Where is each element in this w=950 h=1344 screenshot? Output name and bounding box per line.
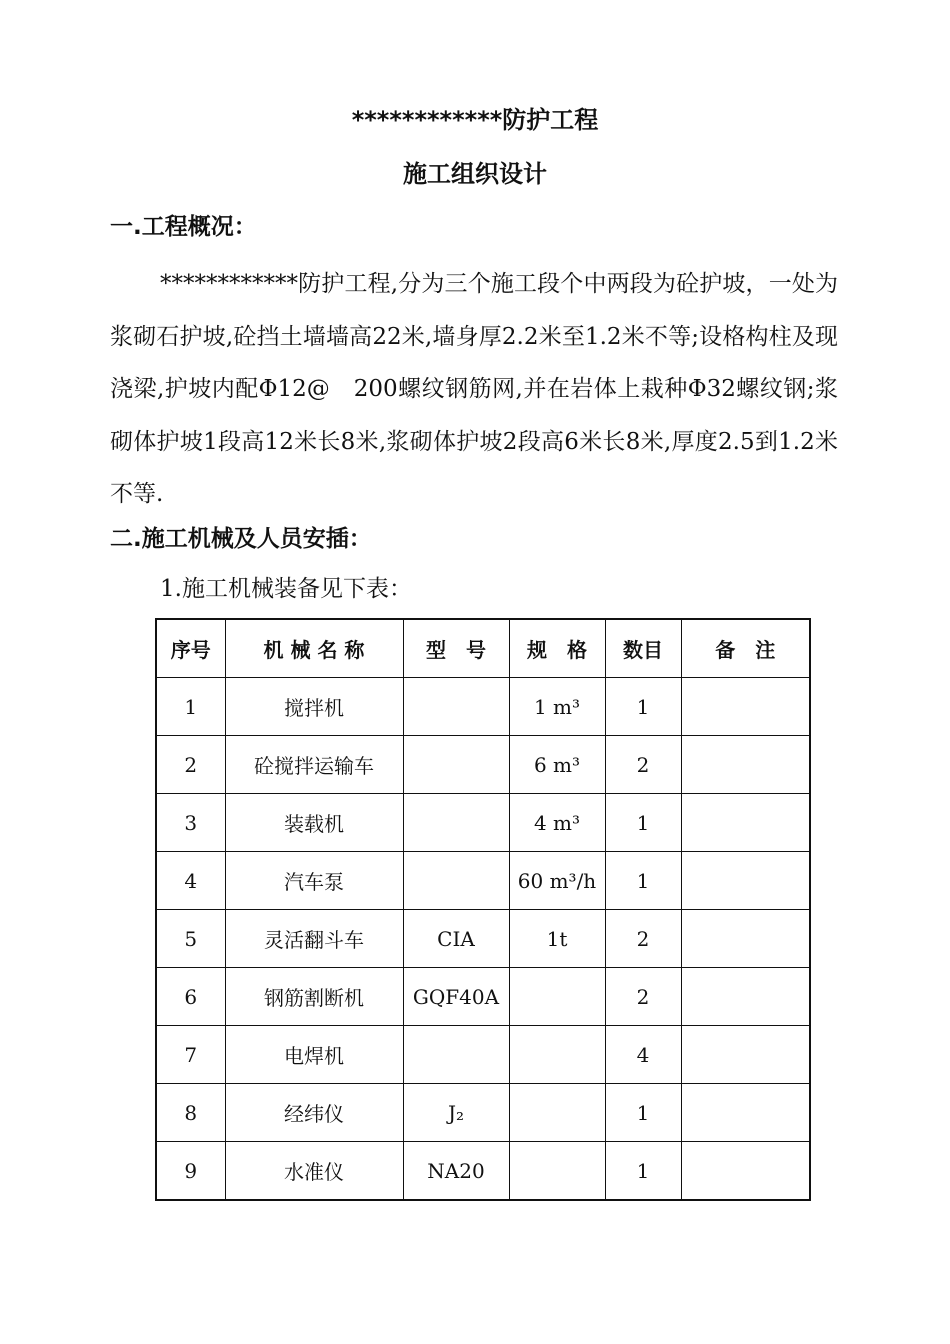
overview-text: ************防护工程,分为三个施工段个中两段为砼护坡，一处为浆砌石护坡,砼挡土墙墙高22米,墙身厚2.2米至1.2米不等;设格构柱及现浇梁,护坡内配Φ12@ 200螺纹钢筋网,并在岩体上栽种Φ32螺纹钢;浆砌体护坡1段高12米长8米,浆砌体护坡2段高6米长8米,厚度2.5到1.2米不等.: [110, 271, 838, 507]
cell-qty: 1: [605, 1084, 681, 1142]
cell-qty: 1: [605, 794, 681, 852]
header-note: 备 注: [681, 619, 810, 678]
cell-note: [681, 1142, 810, 1201]
table-row: [156, 852, 810, 910]
cell-name: 搅拌机: [225, 678, 403, 736]
header-spec: 规 格: [509, 619, 605, 678]
cell-note: [681, 910, 810, 968]
cell-no: 4: [156, 852, 225, 910]
cell-no: 3: [156, 794, 225, 852]
cell-no: 5: [156, 910, 225, 968]
cell-spec: 1 m³: [509, 678, 605, 736]
cell-spec: 6 m³: [509, 736, 605, 794]
cell-model: [403, 1026, 509, 1084]
cell-qty: 2: [605, 910, 681, 968]
table-row: [156, 910, 810, 968]
cell-note: [681, 852, 810, 910]
cell-note: [681, 1026, 810, 1084]
table-row: [156, 1084, 810, 1142]
cell-name: 灵活翻斗车: [225, 910, 403, 968]
table-row: [156, 736, 810, 794]
cell-model: CIA: [403, 910, 509, 968]
cell-qty: 1: [605, 1142, 681, 1201]
cell-qty: 1: [605, 678, 681, 736]
table-row: [156, 1142, 810, 1201]
header-qty: 数目: [605, 619, 681, 678]
cell-name: 钢筋割断机: [225, 968, 403, 1026]
cell-model: [403, 678, 509, 736]
header-no: 序号: [156, 619, 225, 678]
cell-name: 水准仪: [225, 1142, 403, 1201]
table-caption: 1.施工机械装备见下表：: [160, 576, 412, 602]
cell-spec: 1t: [509, 910, 605, 968]
cell-no: 1: [156, 678, 225, 736]
cell-note: [681, 678, 810, 736]
cell-no: 7: [156, 1026, 225, 1084]
cell-name: 汽车泵: [225, 852, 403, 910]
table-row: [156, 794, 810, 852]
section-heading-overview: 一.工程概况：: [110, 214, 257, 240]
cell-model: [403, 852, 509, 910]
table-header-row: [156, 619, 810, 678]
cell-model: J₂: [403, 1084, 509, 1142]
cell-spec: [509, 1142, 605, 1201]
cell-name: 经纬仪: [225, 1084, 403, 1142]
document-title: ************防护工程: [351, 106, 599, 134]
equipment-table: [155, 618, 811, 1201]
document-subtitle: 施工组织设计: [403, 160, 547, 188]
cell-qty: 1: [605, 852, 681, 910]
cell-spec: [509, 1026, 605, 1084]
header-name: 机 械 名 称: [225, 619, 403, 678]
cell-spec: 4 m³: [509, 794, 605, 852]
header-model: 型 号: [403, 619, 509, 678]
cell-name: 电焊机: [225, 1026, 403, 1084]
cell-qty: 2: [605, 968, 681, 1026]
cell-no: 6: [156, 968, 225, 1026]
cell-qty: 4: [605, 1026, 681, 1084]
cell-model: NA20: [403, 1142, 509, 1201]
table-row: [156, 1026, 810, 1084]
cell-note: [681, 968, 810, 1026]
cell-note: [681, 794, 810, 852]
cell-note: [681, 736, 810, 794]
cell-model: [403, 794, 509, 852]
cell-spec: 60 m³/h: [509, 852, 605, 910]
table-row: [156, 678, 810, 736]
cell-no: 9: [156, 1142, 225, 1201]
cell-name: 装载机: [225, 794, 403, 852]
cell-note: [681, 1084, 810, 1142]
cell-spec: [509, 1084, 605, 1142]
cell-name: 砼搅拌运输车: [225, 736, 403, 794]
section-heading-machinery: 二.施工机械及人员安插：: [110, 526, 372, 552]
overview-paragraph: [110, 258, 838, 521]
cell-qty: 2: [605, 736, 681, 794]
cell-model: GQF40A: [403, 968, 509, 1026]
table-body: [156, 678, 810, 1201]
table-row: [156, 968, 810, 1026]
cell-no: 8: [156, 1084, 225, 1142]
cell-no: 2: [156, 736, 225, 794]
cell-spec: [509, 968, 605, 1026]
cell-model: [403, 736, 509, 794]
